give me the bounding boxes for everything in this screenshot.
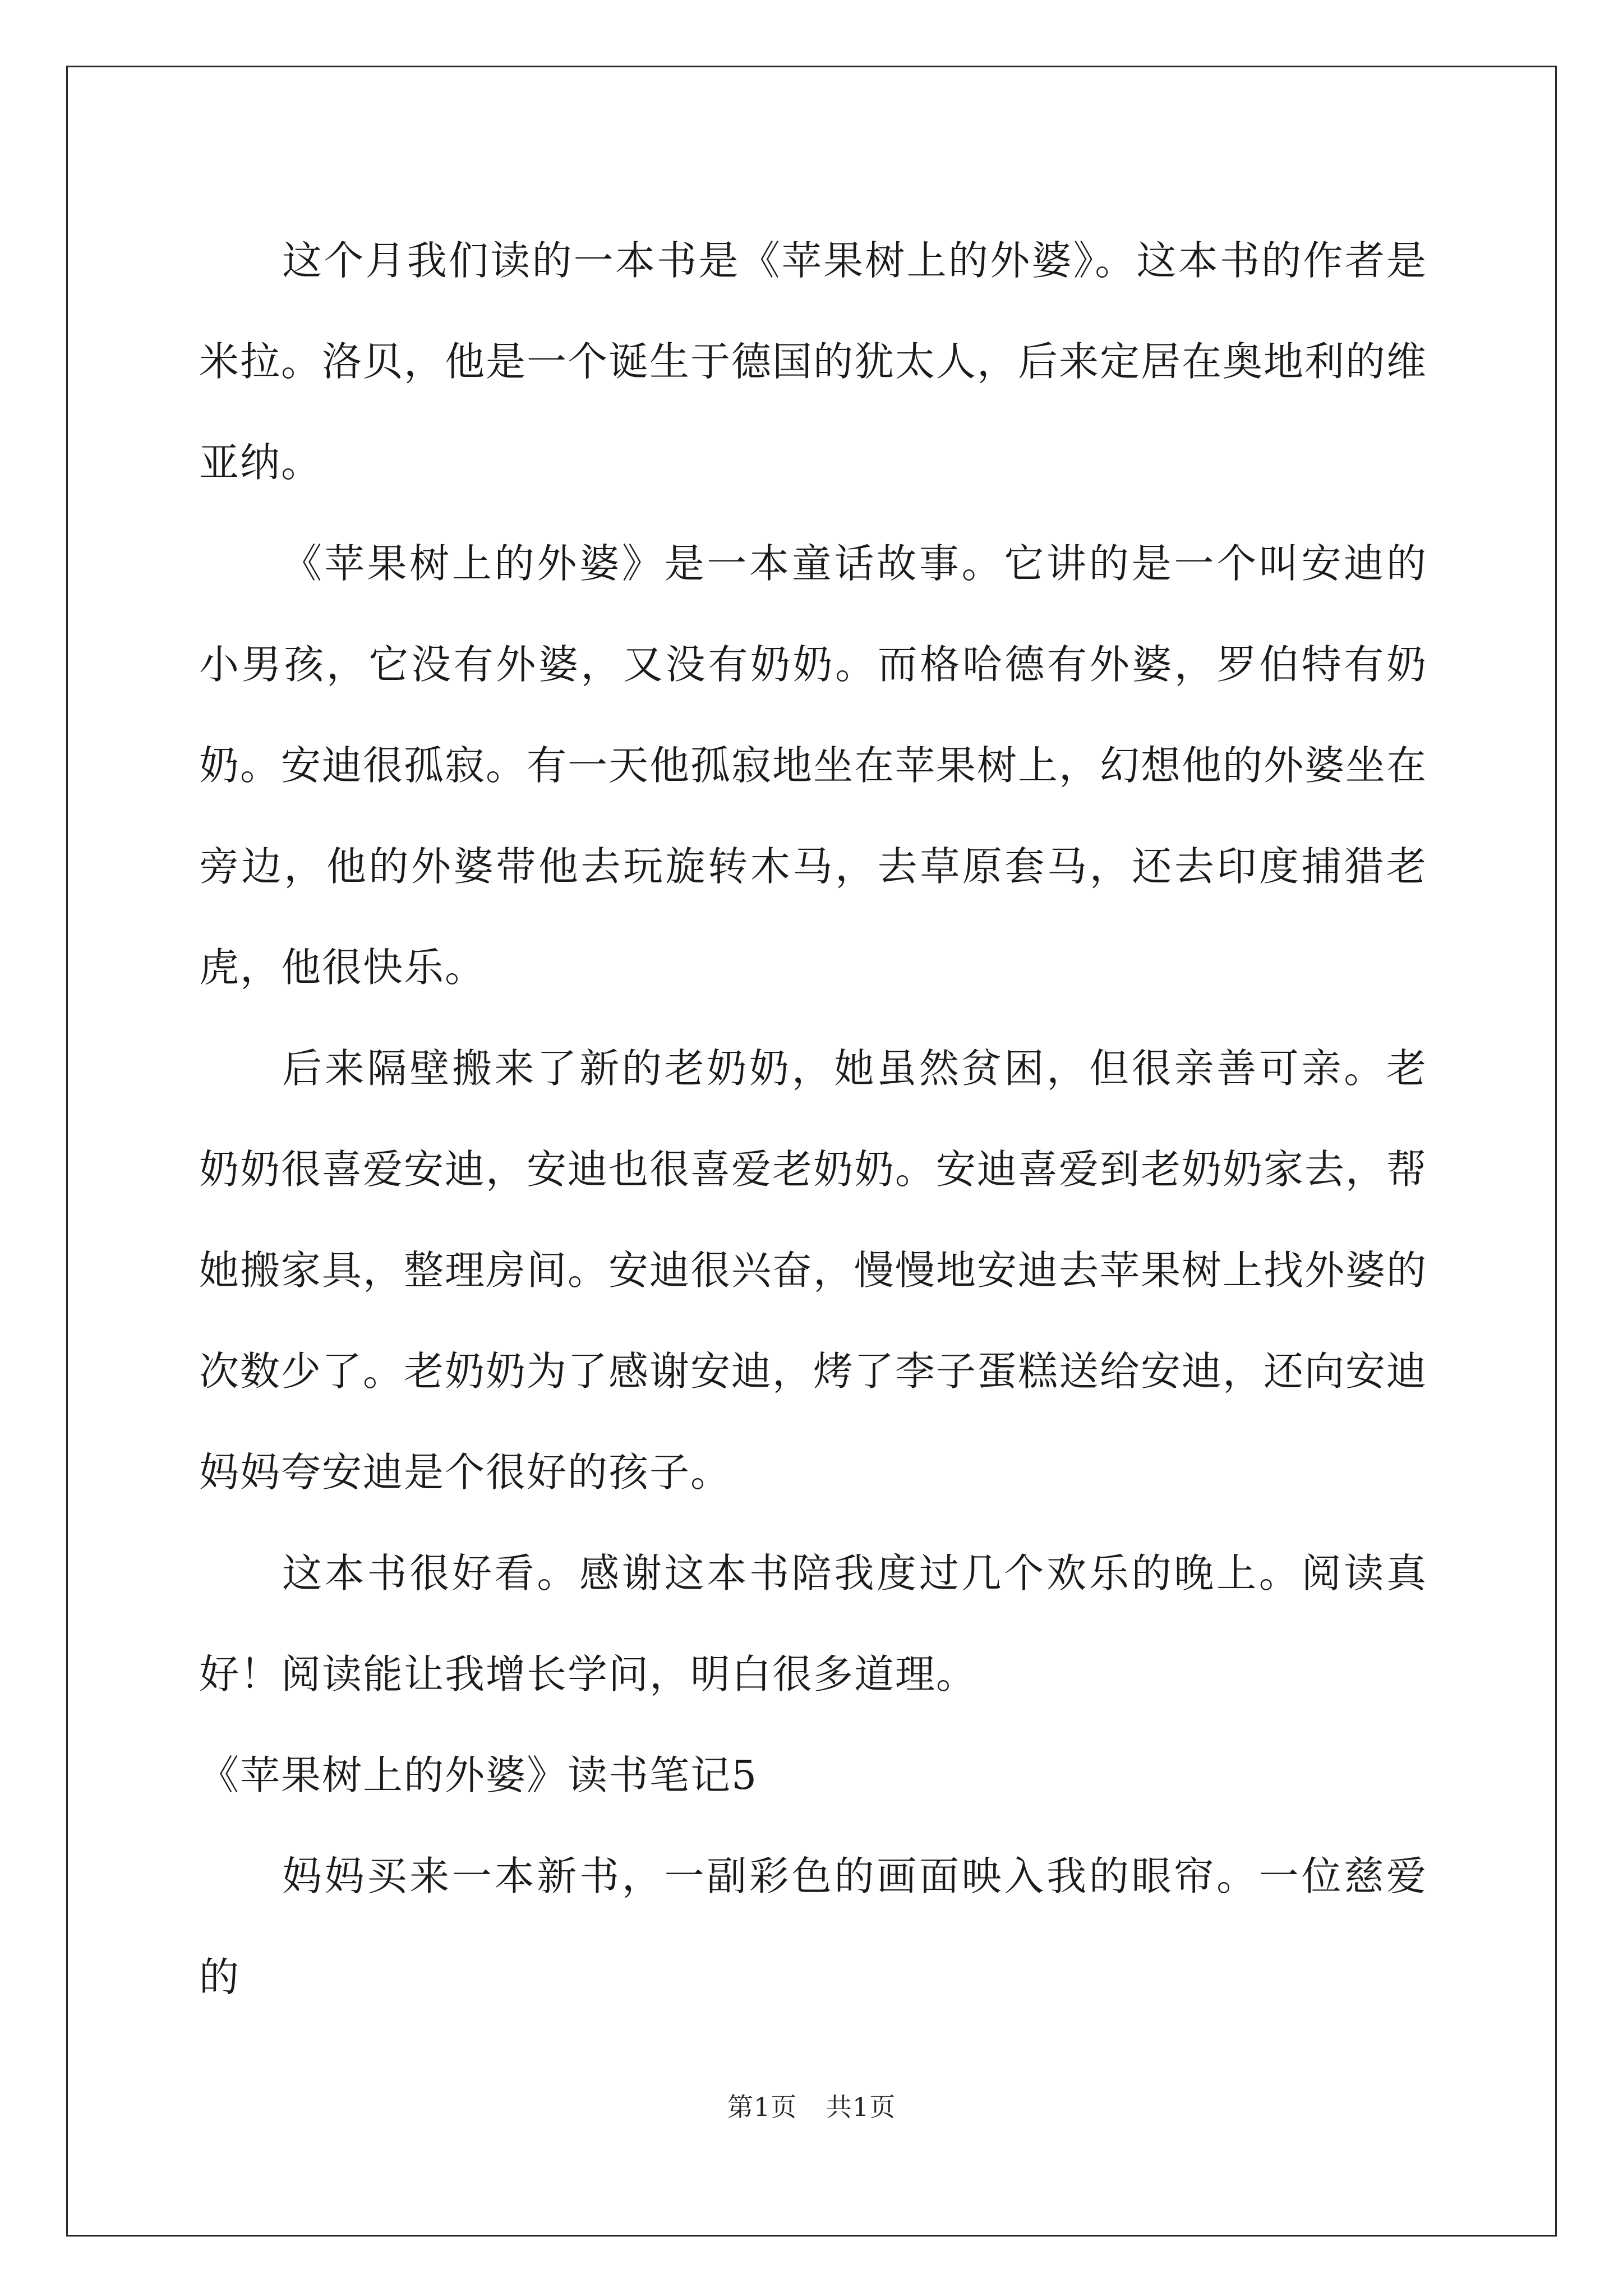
page-number: 第1页 <box>727 2092 797 2122</box>
paragraph-intro: 这个月我们读的一本书是《苹果树上的外婆》。这本书的作者是米拉。洛贝，他是一个诞生于德国的犹太人，后来定居在奥地利的维亚纳。 <box>199 237 1428 486</box>
section-heading: 《苹果树上的外婆》读书笔记5 <box>199 1752 758 1798</box>
paragraph-conclusion: 这本书很好看。感谢这本书陪我度过几个欢乐的晚上。阅读真好！阅读能让我增长学问，明白很多道理。 <box>199 1550 1427 1697</box>
paragraph-next-note: 妈妈买来一本新书，一副彩色的画面映入我的眼帘。一位慈爱的 <box>199 1853 1427 2000</box>
page-footer <box>0 2087 1623 2124</box>
document-body <box>199 210 1427 2028</box>
paragraph-new-grandma: 后来隔壁搬来了新的老奶奶，她虽然贫困，但很亲善可亲。老奶奶很喜爱安迪，安迪也很喜爱老奶奶。安迪喜爱到老奶奶家去，帮她搬家具，整理房间。安迪很兴奋，慢慢地安迪去苹果树上找外婆的次数少了。老奶奶为了感谢安迪，烤了李子蛋糕送给安迪，还向安迪妈妈夸安迪是个很好的孩子。 <box>199 1045 1428 1496</box>
page-total: 共1页 <box>826 2092 896 2122</box>
paragraph-story-summary: 《苹果树上的外婆》是一本童话故事。它讲的是一个叫安迪的小男孩，它没有外婆，又没有奶奶。而格哈德有外婆，罗伯特有奶奶。安迪很孤寂。有一天他孤寂地坐在苹果树上，幻想他的外婆坐在旁边，他的外婆带他去玩旋转木马，去草原套马，还去印度捕猎老虎，他很快乐。 <box>199 540 1428 991</box>
